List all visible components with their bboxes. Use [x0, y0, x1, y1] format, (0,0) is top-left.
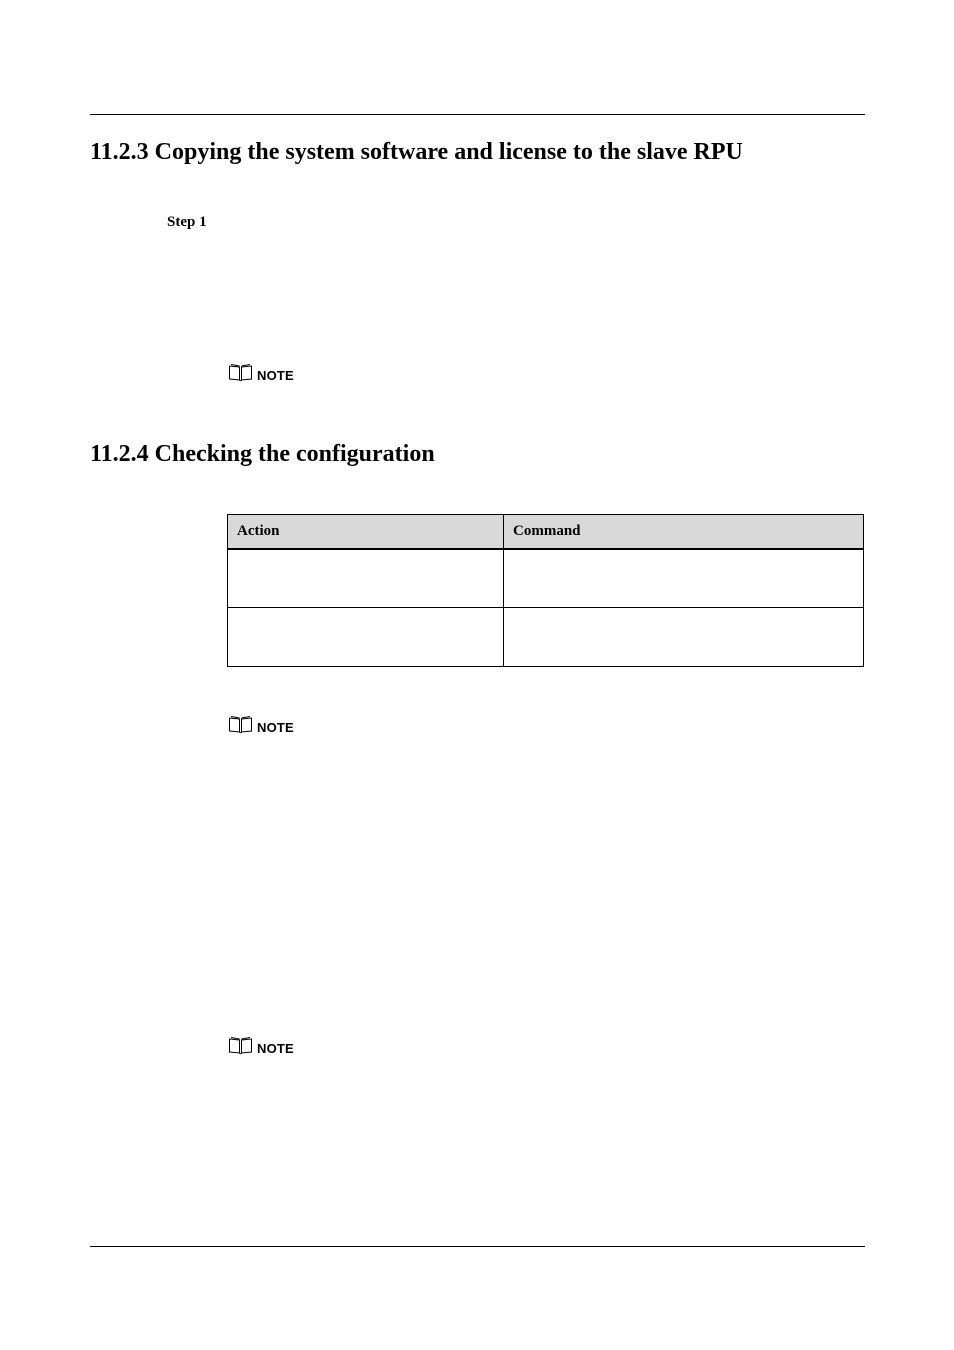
step-label: Step 1: [167, 214, 207, 230]
open-book-icon: [228, 363, 253, 383]
note-label: NOTE: [257, 720, 294, 735]
section-title-11-2-4: 11.2.4 Checking the configuration: [90, 441, 435, 467]
table-cell-command: [504, 608, 864, 667]
note-callout: [228, 1035, 294, 1057]
table-cell-command: [504, 549, 864, 608]
header-rule: [90, 114, 865, 115]
open-book-icon: [228, 715, 253, 735]
table-row: [228, 549, 864, 608]
open-book-icon: [228, 1036, 253, 1056]
table-row: [228, 608, 864, 667]
footer-rule: [90, 1246, 865, 1247]
column-header-command: Command: [504, 515, 864, 549]
table-header-row: [228, 515, 864, 549]
table-cell-action: [228, 608, 504, 667]
note-label: NOTE: [257, 1041, 294, 1056]
section-title-11-2-3: 11.2.3 Copying the system software and license to the slave RPU: [90, 139, 743, 165]
note-callout: [228, 362, 294, 384]
config-check-table: [227, 514, 864, 667]
table-cell-action: [228, 549, 504, 608]
note-label: NOTE: [257, 368, 294, 383]
column-header-action: Action: [228, 515, 504, 549]
note-callout: [228, 714, 294, 736]
